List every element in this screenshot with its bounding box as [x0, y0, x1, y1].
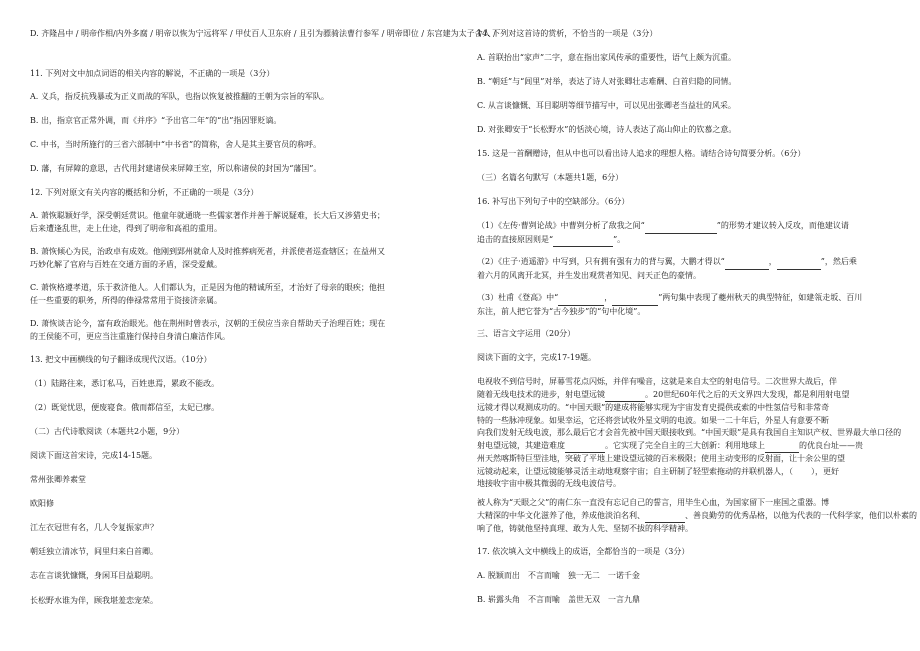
passage-l2	[477, 389, 895, 403]
q12-stem	[30, 187, 442, 200]
q14-c-text: C. 从言谈慷慨、耳目聪明等细节描写中，可以见出张卿老当益壮的风采。	[477, 101, 736, 110]
q13-s1-text: （1）陆路往来，悉订私马，百姓患焉，累政不能改。	[30, 379, 220, 388]
q17-stem	[477, 546, 895, 559]
q11-a-text: A. 义兵，指反抗残暴或为正义而战的军队，也指以恢复被推翻的王朝为宗旨的军队。	[30, 92, 329, 101]
instr2-text: 阅读下面的文字，完成17-19题。	[477, 353, 597, 362]
poem-line-3	[30, 570, 442, 583]
q11-option-a	[30, 91, 442, 104]
passage-l6b: 。它实现了完全自主的三大创新：利用地球上	[605, 440, 765, 450]
q16-3-line2: 东注，前人把它誉为“古今独步”的“句中化境”。	[477, 306, 646, 316]
q12-a-line1: A. 萧恢聪颖好学，深受朝廷赏识。他童年就通晓一些儒家著作并善于解说疑难，长大后又涉猎史书；	[30, 211, 385, 220]
part3-heading	[477, 328, 895, 341]
q16-1-blank-1[interactable]	[645, 220, 717, 234]
passage-l11	[477, 510, 917, 524]
passage-l1: 电视收不到信号时，屏幕雪花点闪烁，并伴有噪音，这就是来自太空的射电信号。二次世界大战后，伴	[477, 377, 837, 386]
q12-option-c	[30, 282, 442, 307]
q13-stem-text: 13. 把文中画横线的句子翻译成现代汉语。（10分）	[30, 355, 212, 364]
section-poetry-heading	[30, 426, 442, 439]
poem-author-text: 欧阳修	[30, 499, 54, 508]
passage-l6	[477, 440, 895, 454]
passage-l10: 被人称为“天眼之父”的南仁东一直没有忘记自己的誓言，用毕生心血，为国家留下一座国之重器。博	[477, 498, 830, 507]
passage-blank-3[interactable]	[765, 440, 799, 454]
passage-l6c: 的优良台址——贵	[799, 440, 863, 450]
section-dictation-heading	[477, 172, 895, 185]
q16-2-line1	[477, 256, 895, 270]
option-d-names	[30, 28, 496, 41]
q16-3-line1	[477, 292, 895, 306]
passage-l8b: ），更好	[811, 466, 839, 476]
poem-l2-text: 朝廷独立清冰节，间里归来白首卿。	[30, 547, 158, 556]
q16-2-part-b: ，	[768, 257, 777, 266]
q16-stem	[477, 196, 895, 209]
q16-2-part-a: （2）《庄子·逍遥游》中写到，只有拥有强有力的背与翼，大鹏才得以“	[477, 257, 725, 266]
q16-3-part-b: ，	[604, 293, 613, 302]
passage-l6a: 射电望远镜，其建造难度	[477, 440, 565, 450]
instr-text: 阅读下面这首宋诗，完成14-15题。	[30, 451, 158, 460]
q14-stem-text: 14. 下列对这首诗的赏析，不恰当的一项是（3分）	[477, 29, 658, 38]
q16-1-part-b: ”的形势才建议转入反攻，而他建议请	[716, 221, 849, 230]
option-d-line: D. 齐隆昌中 / 明帝作相/内外多腐 / 明帝以恢为宁远将军 / 甲仗百人卫东府 / 且引为骠骑法曹行参军 / 明帝即位 / 东宫建为太子舍人 /	[30, 29, 496, 38]
section3-text: （三）名篇名句默写（本题共1题，6分）	[477, 173, 624, 182]
q13-stem	[30, 354, 442, 367]
section2-text: （二）古代诗歌阅读（本题共2小题，9分）	[30, 427, 185, 436]
passage-blank-4[interactable]	[645, 510, 685, 524]
q16-3-part-c: ”两句集中表现了夔州秋天的典型特征，如建瓴走坂、百川	[658, 293, 863, 302]
passage-l11a: 大精深的中华文化滋养了他，养成他淡泊名利、	[477, 510, 645, 520]
q17-stem-text: 17. 依次填入文中横线上的成语，全都恰当的一项是（3分）	[477, 547, 690, 556]
poem-title-text: 常州张卿养素堂	[30, 475, 86, 484]
q12-option-b	[30, 246, 442, 271]
q16-stem-text: 16. 补写出下列句子中的空缺部分。（6分）	[477, 197, 630, 206]
q16-1-line1	[477, 220, 895, 234]
passage-blank-2[interactable]	[565, 440, 605, 454]
passage-paragraph-1	[477, 376, 902, 491]
passage-l12: 响了他，铸就他坚持真理、敢为人先、坚韧不拔的科学精神。	[477, 524, 693, 533]
poem-line-4	[30, 595, 442, 608]
passage-paragraph-2	[477, 497, 917, 536]
poem-l1-text: 江左衣冠世有名，几人令复振家声？	[30, 523, 158, 532]
part3-text: 三、语言文字运用（20分）	[477, 329, 576, 338]
poem-l4-text: 长松野水谁为伴，顾我堪羞恋宠荣。	[30, 596, 158, 605]
q14-a-text: A. 首联抬出“家声”二字，意在指出家风传承的重要性，语气上颇为沉重。	[477, 53, 737, 62]
q17-option-b	[477, 594, 895, 607]
poem-line-1	[30, 522, 442, 535]
q14-b-text: B. “朝廷”与“闾里”对举，表达了诗人对张卿壮志难酬、白首归隐的同情。	[477, 77, 737, 86]
q17-b-text: B. 崭露头角 不言而喻 盖世无双 一言九鼎	[477, 595, 640, 604]
passage-l2a: 随着无线电技术的进步，射电望远镜	[477, 389, 605, 399]
q11-d-text: D. 藩，有屏障的意思，古代用封建诸侯来屏障王室，所以称诸侯的封国为“藩国”。	[30, 164, 322, 173]
q16-1-part-c: 追击的直接原因则是“	[477, 234, 554, 244]
q13-sentence-2	[30, 402, 442, 415]
passage-l9: 地接收宇宙中极其微弱的无线电波信号。	[477, 479, 621, 488]
q11-c-text: C. 中书，当时所施行的三省六部制中“中书省”的简称，舍人是其主要官员的称呼。	[30, 140, 322, 149]
passage-l3: 远镜才得以观测成功的。“中国天眼”的建成将能够实现为宇宙发育史提供或索的中性氢信号和非常奇	[477, 403, 830, 412]
poem-line-2	[30, 546, 442, 559]
q16-3-blank-2[interactable]	[612, 292, 658, 306]
q16-1-part-d: ”。	[613, 234, 626, 244]
q11-stem-text: 11. 下列对文中加点词语的相关内容的解说，不正确的一项是（3分）	[30, 69, 275, 78]
q16-1-line2	[477, 234, 895, 248]
q12-c-line1: C. 萧恢格遵孝道，乐于救济他人。人们都认为，正是因为他的精诚所至，才治好了母亲的眼疾；他担	[30, 283, 385, 292]
q16-item-1	[477, 220, 895, 247]
q11-option-b	[30, 115, 442, 128]
passage-l5: 向我们发射无线电波，那么最后它才会首先被中国天眼接收到。“中国天眼”是具有我国自主知识产权、世界最大单口径的	[477, 428, 902, 437]
q16-2-line2: 着六月的风离开北冥，并生发出观赏者知见、问天正色的豪情。	[477, 270, 701, 280]
q16-3-blank-1[interactable]	[558, 292, 604, 306]
q16-item-2	[477, 256, 895, 282]
q16-1-part-a: （1）《左传·曹刿论战》中曹刿分析了敌我之间“	[477, 221, 645, 230]
poem-instruction	[30, 450, 442, 463]
passage-l11b: 、善良勤劳的优秀品格，以他为代表的一代科学家，他们以朴素的	[685, 510, 917, 520]
q11-stem	[30, 68, 442, 81]
poem-l3-text: 志在言谈犹慷慨，身闲耳目益聪明。	[30, 571, 158, 580]
q13-sentence-1	[30, 378, 442, 391]
q14-stem	[477, 28, 895, 41]
q12-a-line2: 后来遭逢乱世，走上仕途，得到了明帝和高祖的重用。	[30, 223, 222, 233]
passage-l7: 州天然喀斯特巨型洼地，突破了平地上建设望远镜的百米极限；使用主动变形的反射面，让十余公里的望	[477, 454, 845, 463]
q16-2-part-c: ”，然后乘	[820, 257, 857, 266]
q14-option-c	[477, 100, 895, 113]
passage-instruction	[477, 352, 895, 365]
q14-option-b	[477, 76, 895, 89]
q16-2-blank-1[interactable]	[725, 256, 769, 270]
q12-option-a	[30, 210, 442, 235]
q14-d-text: D. 对张卿安于“长松野水”的恬淡心境，诗人表达了高山仰止的钦慕之意。	[477, 125, 737, 134]
q16-3-part-a: （3）杜甫《登高》中“	[477, 293, 559, 302]
q17-option-a	[477, 570, 895, 583]
q12-c-line2: 任一些重要的职务，所得的俸禄常常用于资接济亲属。	[30, 295, 222, 305]
q16-1-blank-2[interactable]	[553, 234, 613, 248]
passage-l2b: 。20世纪60年代之后的天文界四大发现，都是利用射电望	[645, 389, 850, 399]
q11-option-d	[30, 163, 442, 176]
poem-title	[30, 474, 442, 487]
q11-option-c	[30, 139, 442, 152]
q16-item-3	[477, 292, 895, 318]
q14-option-a	[477, 52, 895, 65]
passage-blank-1[interactable]	[605, 389, 645, 403]
q14-option-d	[477, 124, 895, 137]
q15-stem	[477, 148, 895, 161]
q12-b-line1: B. 萧恢倾心为民，治政卓有成效。他刚到郢州就命人及时推葬病死者，并派使者巡查辖区；在益州又	[30, 247, 385, 256]
q12-option-d	[30, 318, 442, 343]
q16-2-blank-2[interactable]	[777, 256, 821, 270]
q12-b-line2: 巧妙化解了官府与百姓在交通方面的矛盾，深受爱戴。	[30, 259, 222, 269]
q11-b-text: B. 出，指京官正常外调，而《并序》“予出官二年”的“出”指因罪贬谪。	[30, 116, 282, 125]
q15-text: 15. 这是一首酬赠诗，但从中也可以看出诗人追求的理想人格。请结合诗句简要分析。（6分）	[477, 149, 806, 158]
passage-l8	[477, 466, 895, 479]
passage-l4: 特的一些脉冲现象。如果幸运，它还将尝试收外星文明的电波。如果一二十年后，外星人有意要不断	[477, 415, 829, 425]
q17-a-text: A. 脱颖而出 不言而喻 独一无二 一诺千金	[477, 571, 640, 580]
poem-author	[30, 498, 442, 511]
passage-l8a: 远镜动起来，让望远镜能够灵活主动地观察宇宙；自主研制了轻型索拖动的并联机器人，（	[477, 466, 793, 476]
q12-d-line1: D. 萧恢谈吉论今，富有政治眼光。他在荆州时曾表示，汉朝的王侯应当亲自帮助天子治理百姓；现在	[30, 319, 386, 328]
q12-d-line2: 的王侯能不可，更应当注重施行保持自身清白廉洁作风。	[30, 331, 230, 341]
q13-s2-text: （2）既觉忧思，便废寝食。俄而都信至，太妃已瘳。	[30, 403, 220, 412]
q12-stem-text: 12. 下列对原文有关内容的概括和分析，不正确的一项是（3分）	[30, 188, 259, 197]
